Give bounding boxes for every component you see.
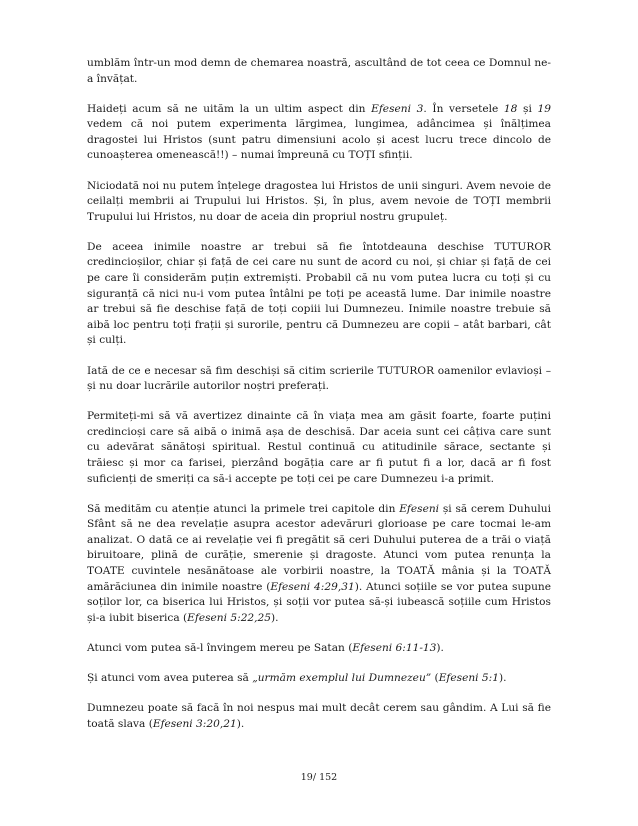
text-segment: Dumnezeu poate să facă în noi nespus mai mult decât cerem sau gândim. A Lui să fie toată slava ( [87, 702, 551, 730]
paragraph [87, 240, 551, 349]
text-segment: Iată de ce e necesar să fim deschiși să citim scrierile TUTUROR oamenilor evlavioși – și nu doar lucrările autorilor noștri preferați. [87, 364, 551, 393]
text-segment: Haideți acum să ne uităm la un ultim aspect din [87, 102, 372, 115]
text-segment: ( [431, 672, 439, 684]
italic-reference: „urmăm exemplul lui Dumnezeu” [252, 672, 432, 684]
italic-reference: Efeseni 3:20,21 [152, 717, 237, 730]
page-body [87, 56, 551, 747]
text-segment: ). [236, 717, 245, 730]
page-number: 19/ 152 [300, 772, 338, 783]
text-segment: ). [271, 611, 279, 624]
paragraph [87, 409, 551, 487]
text-segment: Niciodată noi nu putem înțelege dragostea lui Hristos de unii singuri. Avem nevoie de ceilalți membrii ai Trupului lui Hristos. Și, în plus, avem nevoie de TOȚI membrii Trupului lui Hristos, nu doar de aceia din propriul nostru grupuleț. [87, 179, 551, 223]
text-segment: ). [436, 641, 444, 654]
italic-reference: Efeseni 3 [371, 102, 424, 115]
text-segment: De aceea inimile noastre ar trebui să fie întotdeauna deschise TUTUROR credincioșilor, chiar și față de cei care nu sunt de acord cu noi, și chiar și față de cei pe care îi considerăm puțin extremiști. Probabil că nu vom putea lucra cu toți și cu siguranță că nici nu-i vom putea întâlni pe toți pe această lume. Dar inimile noastre ar trebui să fie deschise față de toți copiii lui Dumnezeu. Inimile noastre trebuie să aibă loc pentru toți frații și surorile, pentru că Dumnezeu are copii – atât barbari, cât și culți. [87, 240, 551, 347]
text-segment: ). [498, 672, 507, 684]
paragraph [87, 671, 551, 687]
text-segment: Atunci vom putea să-l învingem mereu pe Satan ( [87, 641, 353, 654]
italic-reference: Efeseni 6:11-13 [352, 641, 437, 654]
text-segment: . În versetele [423, 102, 504, 115]
paragraph [87, 701, 551, 732]
text-segment: și să cerem Duhului Sfânt să ne dea revelație asupra acestor adevăruri glorioase pe care tocmai le-am analizat. O dată ce ai revelație vei fi pregătit să ceri Duhului puterea de a trăi o viață biruitoare, plină de curăție, smerenie și dragoste. Atunci vom putea renunța la TOATE cuvintele nesănătoase ale vorbirii noastre, la TOATĂ mânia și la TOATĂ amărăciunea din inimile noastre ( [87, 502, 551, 593]
paragraph [87, 102, 551, 164]
text-segment: Permiteți-mi să vă avertizez dinainte că în viața mea am găsit foarte, foarte puțini credincioși care să aibă o inimă așa de deschisă. Dar aceia sunt cei câțiva care sunt cu adevărat sănătoși spiritual. Restul continuă cu atitudinile sărace, sectante și trăiesc și mor ca farisei, pierzând bogăția care ar fi putut fi a lor, dacă ar fi fost suficienți de smeriți ca să-i accepte pe toți cei pe care Dumnezeu i-a primit. [87, 410, 551, 485]
italic-reference: Efeseni 5:22,25 [187, 611, 272, 624]
italic-reference: Efeseni 5:1 [438, 672, 499, 684]
text-segment: Și atunci vom avea puterea să [87, 672, 253, 684]
italic-reference: Efeseni 4:29,31 [270, 580, 355, 593]
paragraph [87, 502, 551, 627]
paragraph [87, 364, 551, 395]
text-segment: ). Atunci soțiile se vor putea supune soților lor, ca biserica lui Hristos, și soții vor putea să-și iubească soțiile cum Hristos și-a iubit biserica ( [87, 580, 551, 624]
paragraph [87, 641, 551, 657]
text-segment: Să medităm cu atenție atunci la primele trei capitole din [87, 502, 400, 515]
text-segment: și [517, 102, 538, 115]
text-segment: umblăm într-un mod demn de chemarea noastră, ascultând de tot ceea ce Domnul ne-a învățat. [87, 57, 551, 85]
italic-reference: Efeseni [399, 502, 440, 515]
paragraph [87, 56, 551, 87]
paragraph [87, 179, 551, 226]
italic-reference: 19 [537, 102, 552, 115]
text-segment: vedem că noi putem experimenta lărgimea, lungimea, adâncimea și înălțimea dragostei lui Hristos (sunt patru dimensiuni acolo și acest lucru trece dincolo de cunoașterea omenească!!) – numai împreună cu TOȚI sfinții. [87, 118, 551, 162]
italic-reference: 18 [503, 102, 518, 115]
